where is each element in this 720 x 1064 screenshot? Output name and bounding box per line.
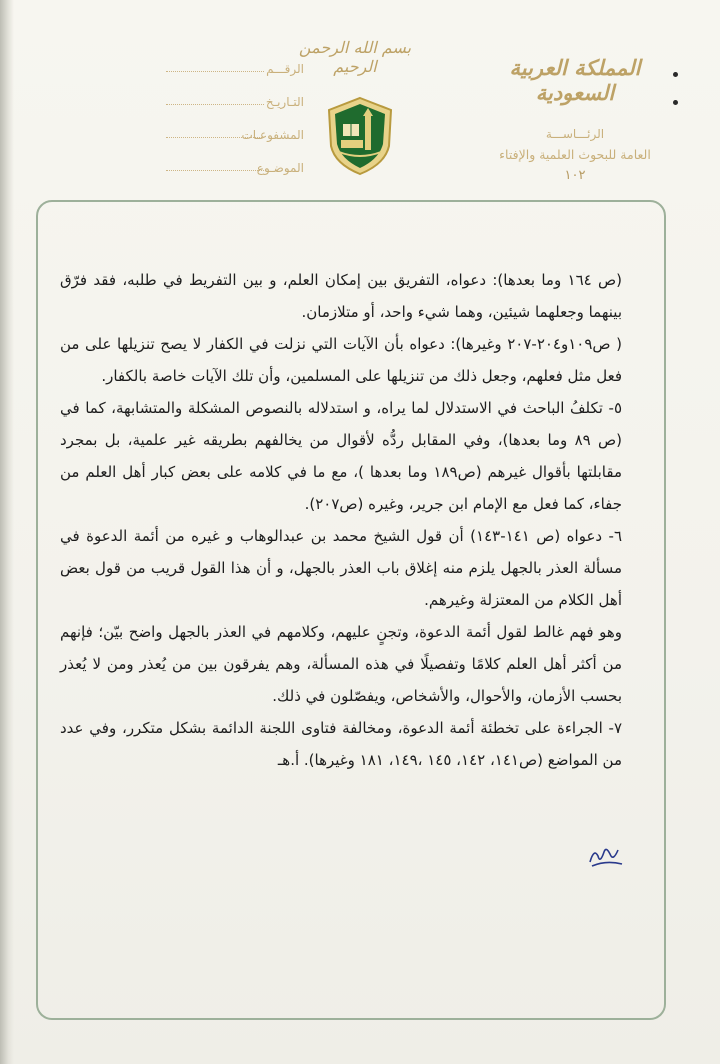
paragraph: (ص ١٦٤ وما بعدها): دعواه، التفريق بين إمكان العلم، و بين التفريط في طلبه، فقد فرّق بينهما وجعلهما شيئين، وهما شيء واحد، أو متلازمان. bbox=[60, 271, 622, 321]
paragraph: ٥- تكلفُ الباحث في الاستدلال لما يراه، و استدلاله بالنصوص المشكلة والمتشابهة، كما في (ص ٨٩ وما بعدها)، وفي المقابل ردُّه لأقوال من يخالفهم بطريقه غير علمية، بل بمجرد مقابلتها بأقوال غيرهم (ص١٨٩ وما بعدها )، مع ما في كلامه على بعض كبار أهل العلم من جفاء، كما فعل مع الإمام ابن جرير، وغيره (ص٢٠٧). bbox=[60, 399, 622, 513]
paragraph: ٦- دعواه (ص ١٤١-١٤٣) أن قول الشيخ محمد بن عبدالوهاب و غيره من أئمة الدعوة في مسألة العذر بالجهل يلزم منه إغلاق باب العذر بالجهل، و أن هذا القول قريب من قول بعض أهل الكلام من المعتزلة وغيرهم. bbox=[60, 527, 623, 609]
field-number bbox=[222, 62, 304, 95]
letterhead-fields bbox=[222, 62, 304, 194]
kingdom-title: المملكة العربية السعودية bbox=[509, 55, 641, 105]
letter-body bbox=[60, 264, 622, 776]
paragraph: ٧- الجراءة على تخطئة أئمة الدعوة، ومخالفة فتاوى اللجنة الدائمة بشكل متكرر، وفي عدد من المواضع (ص١٤١، ١٤٢، ١٤٥ ،١٤٩، ١٨١ وغيرها). أ.هـ bbox=[60, 719, 622, 769]
field-line bbox=[166, 71, 264, 72]
field-subject-label: الموضـوع bbox=[256, 161, 304, 175]
field-date-label: التـاريـخ bbox=[265, 95, 304, 109]
field-date bbox=[222, 95, 304, 128]
ministry-emblem-icon bbox=[325, 96, 395, 176]
field-number-label: الرقـــم bbox=[266, 62, 304, 76]
field-line bbox=[166, 104, 264, 105]
page-edge-shadow bbox=[0, 0, 14, 1064]
document-number: ١٠٢ bbox=[564, 168, 586, 183]
paragraph: وهو فهم غالط لقول أئمة الدعوة، وتجنٍ عليهم، وكلامهم في العذر بالجهل واضح بيّن؛ فإنهم من أكثر أهل العلم كلامًا وتفصيلًا في هذه المسألة، وهم يفرقون بين من يُعذر ومن لا يُعذر بحسب الأزمان، والأحوال، والأشخاص، ويفصّلون في ذلك. bbox=[60, 623, 622, 705]
field-attachments-label: المشفوعـات bbox=[241, 128, 304, 142]
letterhead-right bbox=[470, 55, 680, 183]
signature-icon bbox=[586, 842, 626, 870]
basmala: بسم الله الرحمن الرحيم bbox=[298, 38, 412, 76]
presidency-label: الرئـــاســـة bbox=[545, 127, 605, 141]
field-attachments bbox=[222, 128, 304, 161]
field-subject bbox=[222, 161, 304, 194]
field-line bbox=[166, 170, 264, 171]
paragraph: ( ص١٠٩و٢٠٤-٢٠٧ وغيرها): دعواه بأن الآيات التي نزلت في الكفار لا يصح تنزيلها على من فعل مثل فعلهم، وجعل ذلك من تنزيلها على المسلمين، وأن تلك الآيات خاصة بالكفار. bbox=[60, 335, 622, 385]
general-presidency-label: العامة للبحوث العلمية والإفتاء bbox=[499, 147, 651, 162]
field-line bbox=[166, 137, 264, 138]
